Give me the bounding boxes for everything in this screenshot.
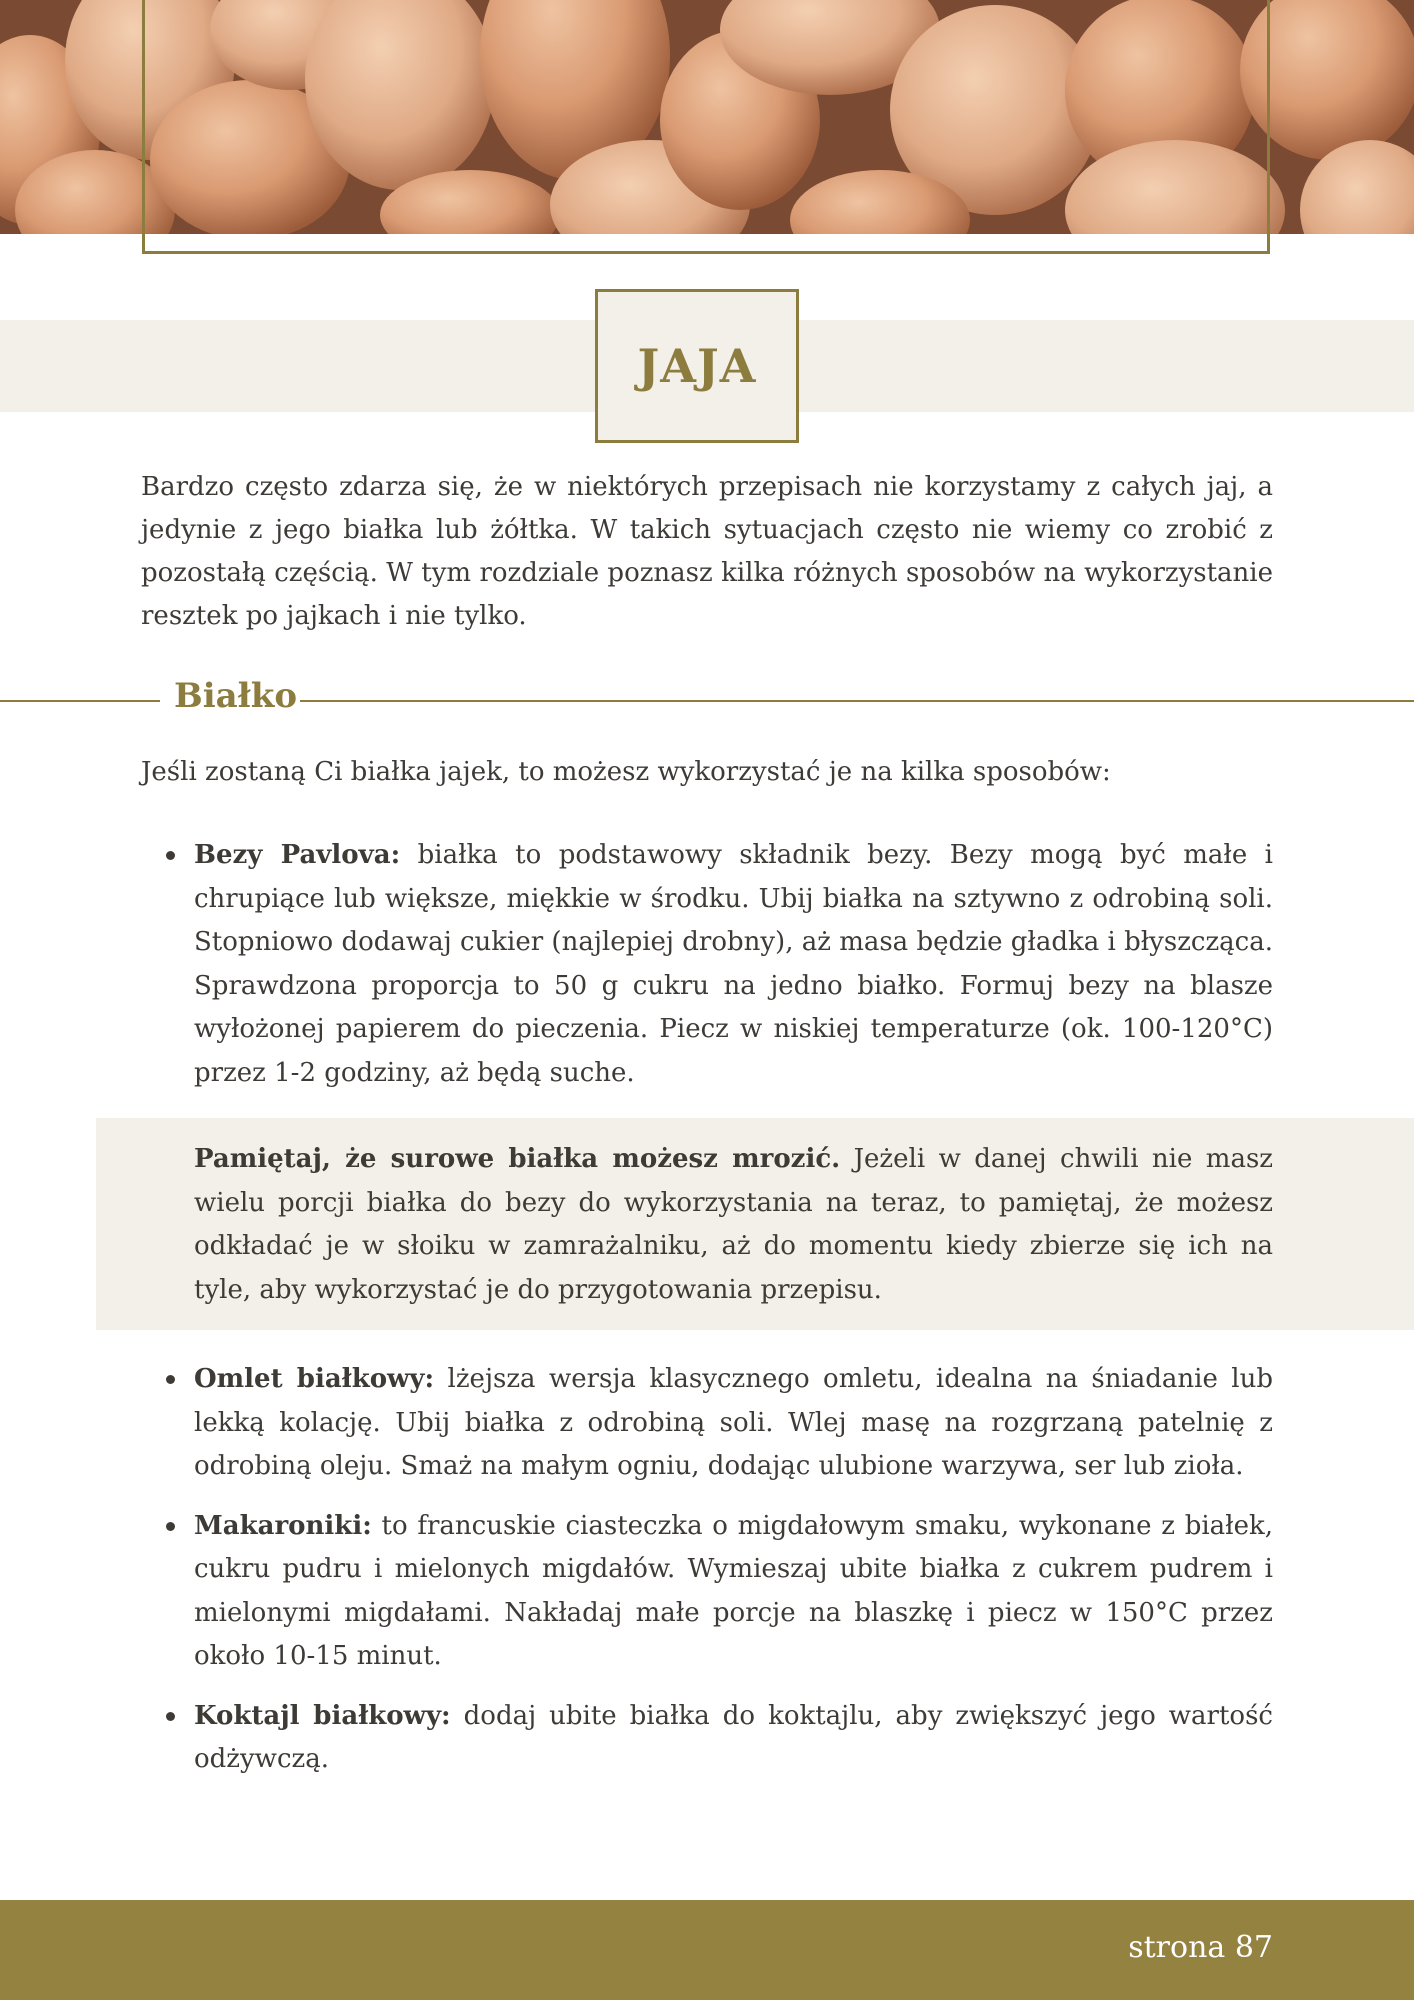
section-title: Białko bbox=[174, 676, 298, 716]
header-frame bbox=[142, 0, 1270, 254]
note-text: Jeżeli w danej chwili nie masz wielu porcji białka do bezy do wykorzystania na teraz, to pamiętaj, że możesz odkładać je w słoiku w zamrażalniku, aż do momentu kiedy zbierze się ich na tyle, aby wykorzystać je do przygotowania przepisu. bbox=[194, 1144, 1273, 1305]
intro-paragraph: Bardzo często zdarza się, że w niektórych przepisach nie korzystamy z całych jaj, a jedynie z jego białka lub żółtka. W takich sytuacjach często nie wiemy co zrobić z pozostałą częścią. W tym rozdziale poznasz kilka różnych sposobów na wykorzystanie resztek po jajkach i nie tylko. bbox=[141, 472, 1273, 631]
item-term: Bezy Pavlova: bbox=[194, 840, 401, 870]
list-item bbox=[194, 1358, 1273, 1489]
item-term: Makaroniki: bbox=[194, 1510, 372, 1541]
list-item bbox=[194, 1505, 1273, 1679]
note-box bbox=[96, 1118, 1414, 1330]
section-heading-bialko bbox=[0, 670, 1414, 730]
page-number: strona 87 bbox=[1128, 1930, 1273, 1965]
list-item bbox=[194, 1695, 1273, 1782]
note-paragraph bbox=[194, 1138, 1273, 1312]
item-text: dodaj ubite białka do koktajlu, aby zwiększyć jego wartość odżywczą. bbox=[194, 1700, 1273, 1774]
item-text: to francuskie ciasteczka o migdałowym smaku, wykonane z białek, cukru pudru i mielonych migdałów. Wymieszaj ubite białka z cukrem pudrem i mielonymi migdałami. Nakładaj małe porcje na blaszkę i piecz w 150°C przez około 10-15 minut. bbox=[194, 1510, 1273, 1671]
section-lead: Jeśli zostaną Ci białka jajek, to możesz wykorzystać je na kilka sposobów: bbox=[141, 757, 1111, 787]
item-text: lżejsza wersja klasycznego omletu, idealna na śniadanie lub lekką kolację. Ubij białka z odrobiną soli. Wlej masę na rozgrzaną patelnię z odrobiną oleju. Smaż na małym ogniu, dodając ulubione warzywa, ser lub zioła. bbox=[194, 1364, 1273, 1481]
page-title: JAJA bbox=[637, 339, 757, 393]
note-lead: Pamiętaj, że surowe białka możesz mrozić. bbox=[194, 1144, 841, 1174]
footer-bar bbox=[0, 1900, 1414, 2000]
item-text: białka to podstawowy składnik bezy. Bezy mogą być małe i chrupiące lub większe, miękkie w środku. Ubij białka na sztywno z odrobiną soli. Stopniowo dodawaj cukier (najlepiej drobny), aż masa będzie gładka i błyszcząca. Sprawdzona proporcja to 50 g cukru na jedno białko. Formuj bezy na blasze wyłożonej papierem do pieczenia. Piecz w niskiej temperaturze (ok. 100-120°C) przez 1-2 godziny, aż będą suche. bbox=[194, 840, 1273, 1088]
tips-list-b bbox=[194, 1358, 1273, 1798]
heading-rule-left bbox=[0, 700, 160, 702]
title-box bbox=[595, 289, 799, 443]
heading-rule-right bbox=[300, 700, 1414, 702]
item-term: Koktajl białkowy: bbox=[194, 1700, 451, 1731]
tips-list-a bbox=[194, 834, 1273, 1111]
item-term: Omlet białkowy: bbox=[194, 1364, 435, 1394]
list-item bbox=[194, 834, 1273, 1095]
